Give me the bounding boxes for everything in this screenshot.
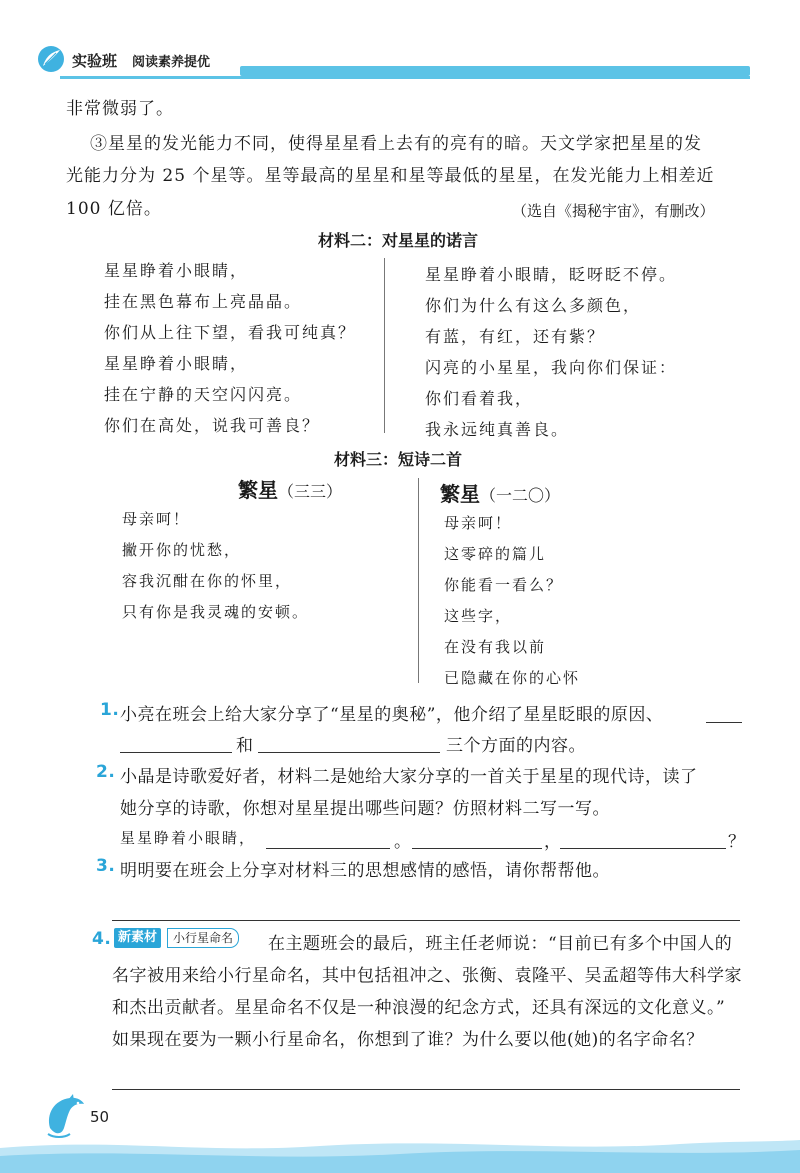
q4-tag-topic: 小行星命名	[167, 928, 239, 948]
q4-number: 4.	[92, 929, 112, 949]
q2-blank-2[interactable]	[412, 848, 542, 849]
q2-fill-start: 星星睁着小眼睛，	[120, 829, 257, 847]
material3-title: 材料三：短诗二首	[334, 450, 463, 469]
q1-number: 1.	[100, 700, 120, 720]
poem2-line: 在没有我以前	[444, 638, 547, 656]
q4-answer-line[interactable]	[112, 1089, 740, 1090]
q2-punct-period: 。	[394, 832, 412, 852]
q2-text-line1: 小晶是诗歌爱好者，材料二是她给大家分享的一首关于星星的现代诗，读了	[120, 767, 698, 787]
header-underline	[60, 76, 750, 79]
poem2-line: 这零碎的篇儿	[444, 545, 547, 563]
material2-divider	[384, 258, 385, 433]
m2-right-line: 有蓝，有红，还有紫？	[425, 327, 606, 346]
q4-text-line2: 名字被用来给小行星命名，其中包括祖冲之、张衡、袁隆平、吴孟超等伟大科学家	[112, 966, 742, 986]
material2-title: 材料二：对星星的诺言	[318, 231, 479, 250]
q2-text-line2: 她分享的诗歌，你想对星星提出哪些问题？仿照材料二写一写。	[120, 799, 610, 819]
m2-left-line: 挂在黑色幕布上亮晶晶。	[104, 292, 303, 311]
header-brand: 实验班	[72, 52, 118, 70]
q2-blank-3[interactable]	[560, 848, 726, 849]
passage-para3-line2: 光能力分为 25 个星等。星等最高的星星和星等最低的星星，在发光能力上相差近	[66, 166, 715, 186]
header-bar	[240, 66, 750, 76]
poem1-number: （三三）	[278, 482, 343, 501]
q4-text-line1: 在主题班会的最后，班主任老师说：“目前已有多个中国人的	[268, 934, 733, 954]
page-number: 50	[90, 1108, 110, 1126]
poem1-heading	[238, 474, 342, 503]
material3-divider	[418, 478, 419, 683]
q2-blank-1[interactable]	[266, 848, 390, 849]
q1-and: 和	[236, 736, 254, 756]
q4-tag-new-material: 新素材	[114, 928, 161, 948]
poem2-title: 繁星	[440, 482, 480, 506]
q4-text-line3: 和杰出贡献者。星星命名不仅是一种浪漫的纪念方式，还具有深远的文化意义。”	[112, 998, 726, 1018]
poem2-line: 你能看一看么？	[444, 576, 564, 594]
m2-right-line: 星星睁着小眼睛，眨呀眨不停。	[425, 265, 678, 284]
q2-number: 2.	[96, 762, 116, 782]
m2-right-line: 你们为什么有这么多颜色，	[425, 296, 642, 315]
m2-left-line: 挂在宁静的天空闪闪亮。	[104, 385, 303, 404]
passage-line1: 非常微弱了。	[66, 99, 174, 119]
q1-blank-2[interactable]	[120, 752, 232, 753]
q4-text-line4: 如果现在要为一颗小行星命名，你想到了谁？为什么要以他(她)的名字命名？	[112, 1030, 704, 1050]
footer-wave	[0, 1128, 800, 1173]
header-series: 阅读素养提优	[132, 55, 211, 70]
poem1-line: 母亲呵！	[122, 510, 191, 528]
header	[0, 0, 800, 90]
poem2-line: 母亲呵！	[444, 514, 513, 532]
m2-right-line: 我永远纯真善良。	[425, 420, 570, 439]
poem1-line: 撇开你的忧愁，	[122, 541, 242, 559]
poem2-heading	[440, 478, 560, 507]
q3-answer-line[interactable]	[112, 920, 740, 921]
poem1-line: 只有你是我灵魂的安顿。	[122, 603, 310, 621]
q1-blank-3[interactable]	[258, 752, 440, 753]
poem2-number: （一二〇）	[480, 486, 561, 505]
passage-source: （选自《揭秘宇宙》，有删改）	[512, 202, 715, 220]
q2-punct-comma: ，	[544, 832, 562, 852]
q1-tail: 三个方面的内容。	[446, 736, 586, 756]
q3-number: 3.	[96, 856, 116, 876]
passage-para3-line3: 100 亿倍。	[66, 199, 162, 219]
poem2-line: 这些字，	[444, 607, 513, 625]
poem1-line: 容我沉酣在你的怀里，	[122, 572, 293, 590]
m2-left-line: 星星睁着小眼睛，	[104, 261, 249, 280]
feather-logo-icon	[36, 44, 66, 74]
q2-punct-question: ？	[728, 832, 746, 852]
m2-right-line: 你们看着我，	[425, 389, 534, 408]
passage-para3-line1: ③星星的发光能力不同，使得星星看上去有的亮有的暗。天文学家把星星的发	[90, 134, 702, 154]
q1-text-line1: 小亮在班会上给大家分享了“星星的奥秘”，他介绍了星星眨眼的原因、	[120, 705, 664, 725]
m2-left-line: 星星睁着小眼睛，	[104, 354, 249, 373]
q1-blank-1[interactable]	[706, 722, 742, 723]
m2-right-line: 闪亮的小星星，我向你们保证：	[425, 358, 678, 377]
q3-text: 明明要在班会上分享对材料三的思想感情的感悟，请你帮帮他。	[120, 861, 610, 881]
m2-left-line: 你们从上往下望，看我可纯真？	[104, 323, 357, 342]
poem2-line: 已隐藏在你的心怀	[444, 669, 581, 687]
m2-left-line: 你们在高处，说我可善良？	[104, 416, 321, 435]
poem1-title: 繁星	[238, 478, 278, 502]
